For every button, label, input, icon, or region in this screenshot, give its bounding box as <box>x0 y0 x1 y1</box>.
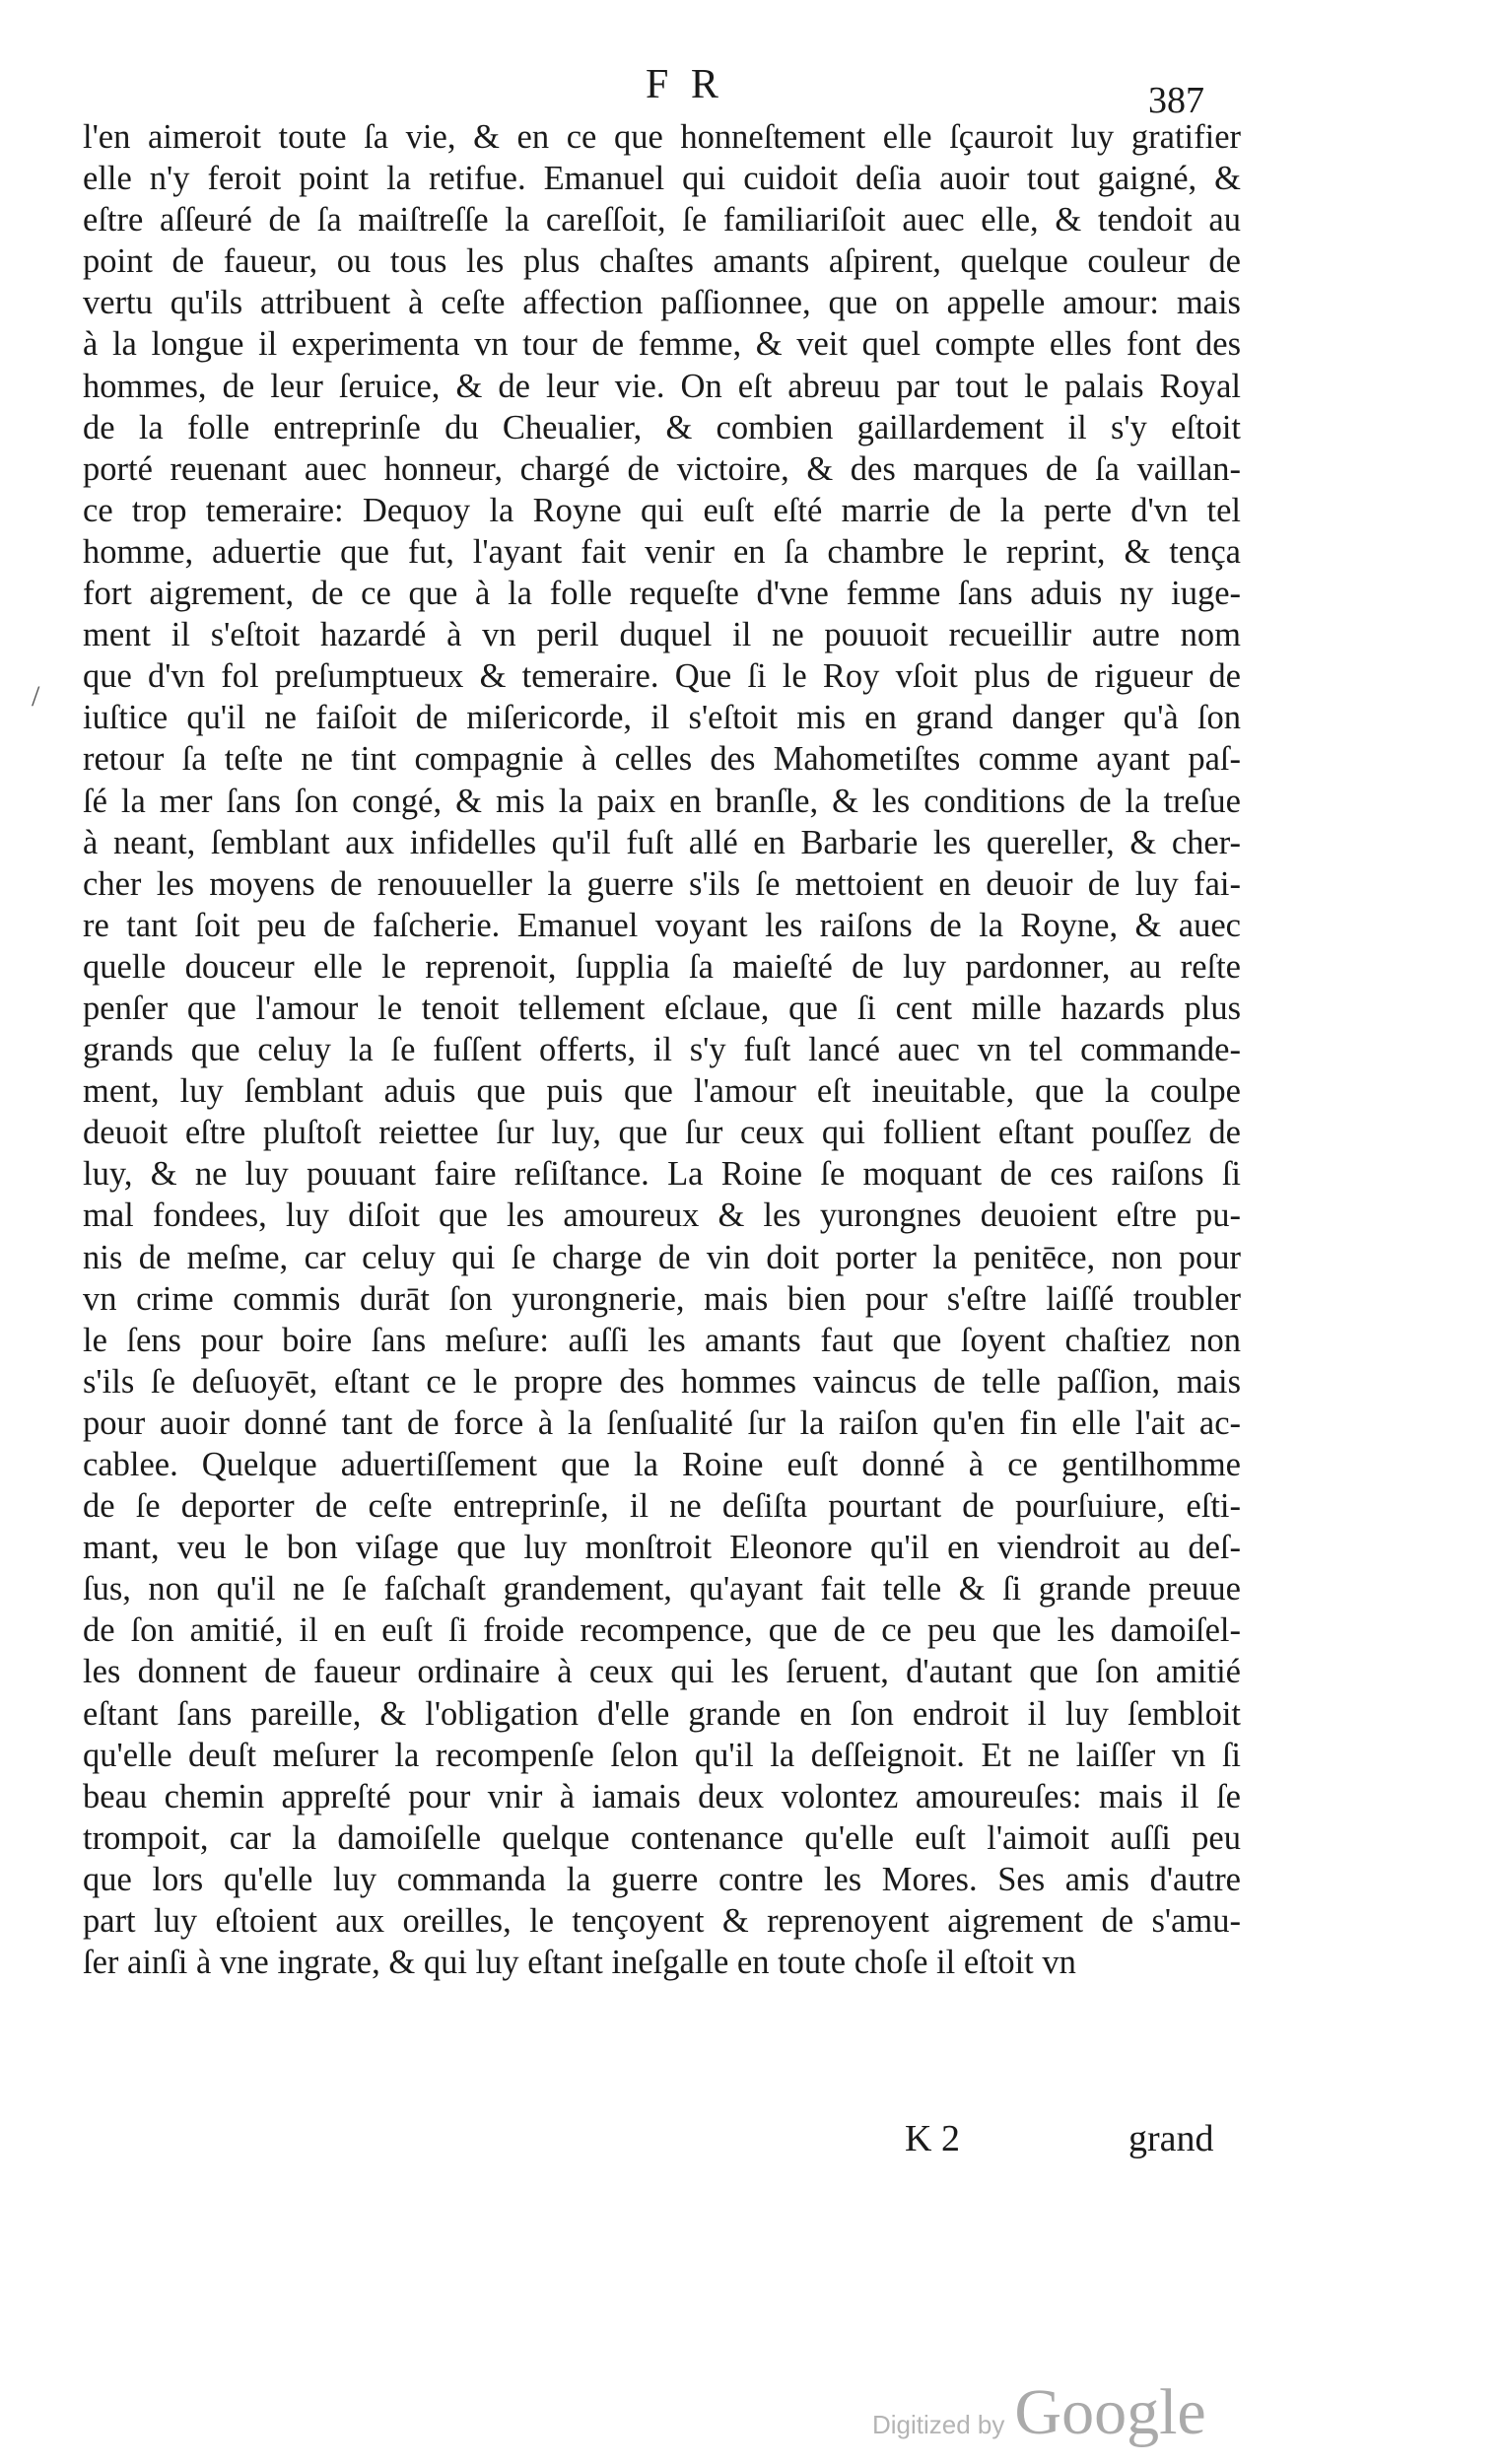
text-line: qu'elle deuſt meſurer la recompenſe ſelon qu'il la deſſeignoit. Et ne laiſſer vn ſi <box>83 1736 1241 1774</box>
digitized-by-label: Digitized by <box>872 2410 1005 2439</box>
text-line: nis de meſme, car celuy qui ſe charge de vin doit porter la penitēce, non pour <box>83 1238 1241 1276</box>
text-line: eſtre aſſeuré de ſa maiſtreſſe la careſſoit, ſe familiariſoit auec elle, & tendoit au <box>83 201 1241 240</box>
running-head: F R <box>646 62 724 107</box>
text-line: quelle douceur elle le reprenoit, ſupplia ſa maieſté de luy pardonner, au reſte <box>83 947 1241 986</box>
text-line: cher les moyens de renouueller la guerre s'ils ſe mettoient en deuoir de luy fai- <box>83 864 1241 903</box>
text-line: pour auoir donné tant de force à la ſenſualité ſur la raiſon qu'en fin elle l'ait ac- <box>83 1403 1241 1442</box>
signature-mark: K 2 <box>905 2118 960 2159</box>
text-line: les donnent de faueur ordinaire à ceux qui les ſeruent, d'autant que ſon amitié <box>83 1653 1241 1691</box>
digitized-watermark <box>872 2375 1206 2450</box>
text-line: ment il s'eſtoit hazardé à vn peril duquel il ne pouuoit recueillir autre nom <box>83 616 1241 654</box>
text-line: deuoit eſtre pluſtoſt reiettee ſur luy, que ſur ceux qui follient eſtant pouſſez de <box>83 1114 1241 1152</box>
text-line: hommes, de leur ſeruice, & de leur vie. On eſt abreuu par tout le palais Royal <box>83 367 1241 405</box>
text-line: elle n'y feroit point la retifue. Emanuel qui cuidoit deſia auoir tout gaigné, & <box>83 160 1241 198</box>
text-line: à neant, ſemblant aux infidelles qu'il fuſt allé en Barbarie les quereller, & cher- <box>83 823 1241 861</box>
text-line: penſer que l'amour le tenoit tellement eſclaue, que ſi cent mille hazards plus <box>83 989 1241 1027</box>
text-line: cablee. Quelque aduertiſſement que la Roine euſt donné à ce gentilhomme <box>83 1446 1241 1483</box>
text-line: ment, luy ſemblant aduis que puis que l'amour eſt ineuitable, que la coulpe <box>83 1072 1241 1111</box>
text-line: eſtant ſans pareille, & l'obligation d'elle grande en ſon endroit il luy ſembloit <box>83 1694 1241 1733</box>
text-line: de ſe deporter de ceſte entreprinſe, il ne deſiſta pourtant de pourſuiure, eſti- <box>83 1487 1241 1526</box>
text-line: l'en aimeroit toute ſa vie, & en ce que honneſtement elle ſçauroit luy gratifier <box>83 118 1241 156</box>
text-line: vn crime commis durāt ſon yurongnerie, mais bien pour s'eſtre laiſſé troubler <box>83 1279 1241 1318</box>
text-line: que lors qu'elle luy commanda la guerre contre les Mores. Ses amis d'autre <box>83 1860 1241 1898</box>
text-line: vertu qu'ils attribuent à ceſte affection paſſionnee, que on appelle amour: mais <box>83 284 1241 322</box>
catchword: grand <box>1128 2118 1214 2159</box>
text-line: part luy eſtoient aux oreilles, le tençoyent & reprenoyent aigrement de s'amu- <box>83 1902 1241 1941</box>
text-line: point de faueur, ou tous les plus chaſtes amants aſpirent, quelque couleur de <box>83 242 1241 281</box>
page-number: 387 <box>1148 80 1204 121</box>
text-line: fort aigrement, de ce que à la folle requeſte d'vne femme ſans aduis ny iuge- <box>83 575 1241 613</box>
body-text <box>83 116 1241 1983</box>
text-line: grands que celuy la ſe fuſſent offerts, il s'y fuſt lancé auec vn tel commande- <box>83 1031 1241 1069</box>
text-line: re tant ſoit peu de faſcherie. Emanuel voyant les raiſons de la Royne, & auec <box>83 906 1241 944</box>
text-line: de ſon amitié, il en euſt ſi froide recompence, que de ce peu que les damoiſel- <box>83 1611 1241 1650</box>
text-line: mal fondees, luy diſoit que les amoureux & les yurongnes deuoient eſtre pu- <box>83 1197 1241 1235</box>
text-line: s'ils ſe deſuoyēt, eſtant ce le propre des hommes vaincus de telle paſſion, mais <box>83 1362 1241 1401</box>
text-line: beau chemin appreſté pour vnir à iamais deux volontez amoureuſes: mais il ſe <box>83 1777 1241 1815</box>
text-line: homme, aduertie que fut, l'ayant fait venir en ſa chambre le reprint, & tença <box>83 532 1241 571</box>
text-line: trompoit, car la damoiſelle quelque contenance qu'elle euſt l'aimoit auſſi peu <box>83 1818 1241 1857</box>
text-line: iuſtice qu'il ne faiſoit de miſericorde, il s'eſtoit mis en grand danger qu'à ſon <box>83 699 1241 737</box>
text-line: ſé la mer ſans ſon congé, & mis la paix en branſle, & les conditions de la treſue <box>83 782 1241 820</box>
text-line: ce trop temeraire: Dequoy la Royne qui euſt eſté marrie de la perte d'vn tel <box>83 491 1241 529</box>
text-line: ſus, non qu'il ne ſe faſchaſt grandement, qu'ayant fait telle & ſi grande preuue <box>83 1570 1241 1608</box>
text-line: le ſens pour boire ſans meſure: auſſi les amants faut que ſoyent chaſtiez non <box>83 1321 1241 1359</box>
text-line: que d'vn fol preſumptueux & temeraire. Que ſi le Roy vſoit plus de rigueur de <box>83 657 1241 696</box>
text-line: de la folle entreprinſe du Cheualier, & combien gaillardement il s'y eſtoit <box>83 408 1241 446</box>
text-line: mant, veu le bon viſage que luy monſtroit Eleonore qu'il en viendroit au deſ- <box>83 1529 1241 1567</box>
google-logo: Google <box>1014 2376 1206 2448</box>
text-line: porté reuenant auec honneur, chargé de victoire, & des marques de ſa vaillan- <box>83 449 1241 488</box>
text-line: ſer ainſi à vne ingrate, & qui luy eſtant ineſgalle en toute choſe il eſtoit vn <box>83 1944 1076 1982</box>
text-line: à la longue il experimenta vn tour de femme, & veit quel compte elles font des <box>83 325 1241 364</box>
text-line: retour ſa teſte ne tint compagnie à celles des Mahometiſtes comme ayant paſ- <box>83 740 1241 779</box>
text-line: luy, & ne luy pouuant faire reſiſtance. La Roine ſe moquant de ces raiſons ſi <box>83 1155 1241 1194</box>
margin-mark: / <box>32 680 40 713</box>
